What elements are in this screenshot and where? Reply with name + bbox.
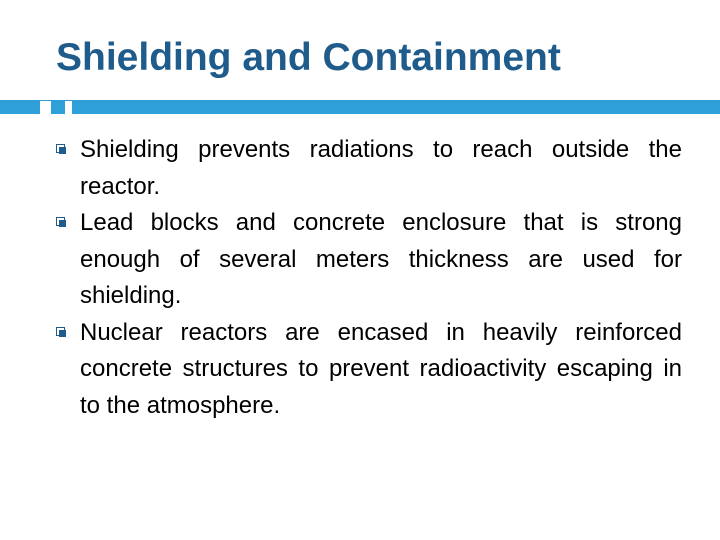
bullet-item xyxy=(56,315,682,425)
title-accent-square xyxy=(51,100,65,114)
bullet-item xyxy=(56,205,682,315)
slide-title: Shielding and Containment xyxy=(56,36,561,79)
hollow-square-bullet-icon xyxy=(56,327,66,337)
title-rule-bar xyxy=(72,100,720,114)
bullet-text: Nuclear reactors are encased in heavily reinforced concrete structures to prevent radioactivity escaping in to the atmosphere. xyxy=(80,318,682,419)
hollow-square-bullet-icon xyxy=(56,217,66,227)
bullet-item xyxy=(56,132,682,205)
bullet-list xyxy=(56,132,682,424)
hollow-square-bullet-icon xyxy=(56,144,66,154)
bullet-text: Shielding prevents radiations to reach outside the reactor. xyxy=(80,136,682,200)
title-accent-block xyxy=(0,100,40,114)
bullet-text: Lead blocks and concrete enclosure that is strong enough of several meters thickness are used for shielding. xyxy=(80,209,682,309)
